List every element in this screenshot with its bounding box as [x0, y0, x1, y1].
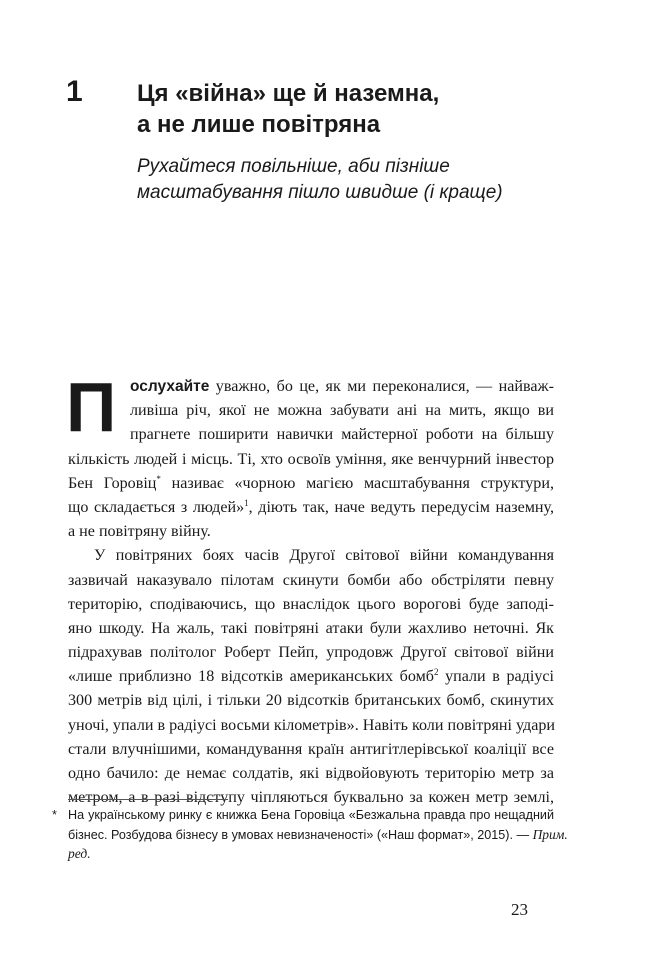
footnote-line: ред. — [68, 846, 91, 861]
text-line: одно бачило: де немає солдатів, які відвойовують територію метр за — [68, 765, 554, 782]
chapter-number: 1 — [66, 75, 83, 108]
page-number: 23 — [511, 900, 528, 919]
body-text — [68, 375, 554, 810]
text-line: що складається з людей»$^1$, діють так, наче ведуть передусім наземну, — [68, 497, 554, 516]
footnote-ref: * — [156, 473, 161, 484]
chapter-title-line: Ця «війна» ще й наземна, — [137, 80, 440, 107]
footnote — [52, 806, 568, 863]
chapter-title-line: а не лише повітряна — [137, 111, 381, 138]
text-line: кількість людей і місць. Ті, хто освоїв уміння, яке венчурний інвестор — [68, 450, 554, 468]
text-line: ослухайте уважно, бо це, як ми переконалися, — найваж- — [130, 378, 554, 395]
text-line: яно шкоду. На жаль, такі повітряні атаки були жахливо неточні. Як — [68, 619, 554, 637]
text-line: підрахував політолог Роберт Пейп, упродовж Другої світової війни — [68, 644, 554, 662]
footnote-line: бізнес. Розбудова бізнесу в умовах невизначеності» («Наш формат», 2015). — Прим. — [68, 827, 568, 842]
chapter-subtitle-line: Рухайтеся повільніше, аби пізніше — [137, 156, 450, 177]
text-line: стали влучнішими, командування країн антигітлерівської коаліції все — [68, 740, 554, 758]
lead-in-bold: ослухайте — [130, 378, 210, 395]
text-line: територію, сподіваючись, що внаслідок цього ворогові буде заподі- — [68, 595, 554, 613]
text-line: У повітряних боях часів Другої світової війни командування — [94, 547, 554, 565]
footnote-line: На українському ринку є книжка Бена Горовіца «Безжальна правда про нещадний — [68, 808, 554, 822]
text-line: прагнете поширити навички майстерної роботи на більшу — [130, 426, 554, 444]
footnote-divider — [68, 799, 228, 800]
text-line: ливіша річ, якої не можна забувати ані на мить, якщо ви — [130, 402, 554, 420]
text-line: метром, а в разі відступу чіпляються буквально за кожен метр землі, — [68, 789, 554, 807]
text-line: «лише приблизно 18 відсотків американських бомб$^2$ упали в радіусі — [68, 667, 554, 686]
chapter-subtitle — [137, 154, 577, 206]
chapter-subtitle-line: масштабування пішло швидше (і краще) — [137, 182, 503, 203]
footnote-marker: * — [52, 808, 57, 822]
text-line: зазвичай наказувало пілотам скинути бомби або обстріляти певну — [68, 571, 554, 589]
endnote-ref: 2 — [433, 667, 439, 678]
chapter-title — [137, 78, 567, 140]
text-line: уночі, упали в радіусі восьми кілометрів». Навіть коли повітряні удари — [68, 716, 556, 734]
endnote-ref: 1 — [244, 497, 249, 508]
drop-cap: П — [66, 368, 117, 446]
text-line: Бен Горовіц* називає «чорною магією масштабування структури, — [68, 473, 554, 492]
text-line: 300 метрів від цілі, і тільки 20 відсотків британських бомб, скинутих — [68, 692, 554, 710]
text-line: а не повітряну війну. — [68, 523, 211, 541]
